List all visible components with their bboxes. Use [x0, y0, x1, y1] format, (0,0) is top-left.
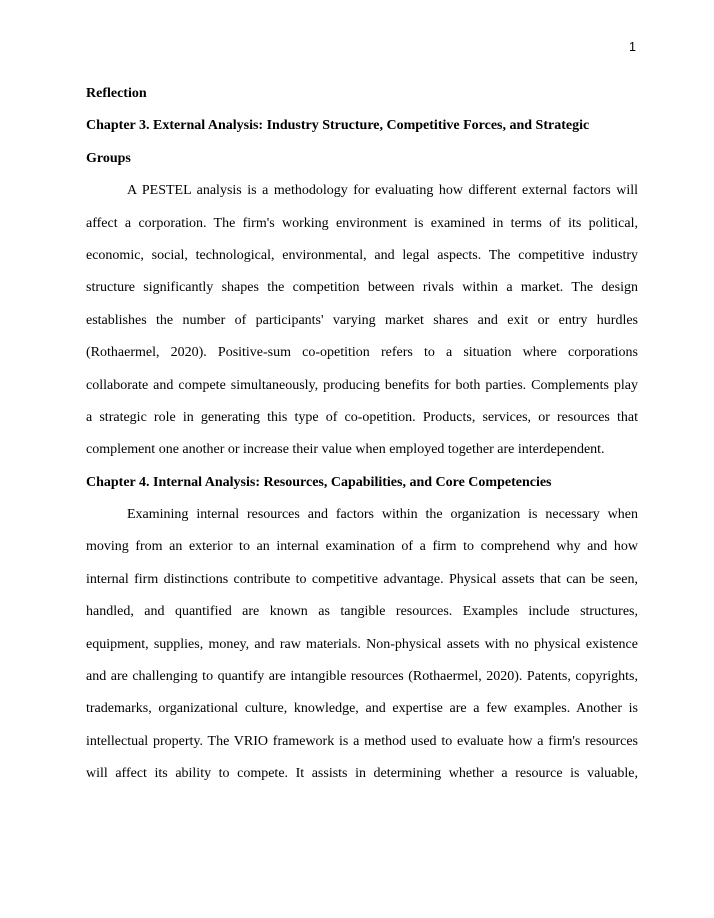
paragraph-line: a strategic role in generating this type of co-opetition. Products, services, or resources that [86, 409, 638, 425]
paragraph-line: handled, and quantified are known as tangible resources. Examples include structures, [86, 604, 638, 620]
paragraph-line: intellectual property. The VRIO framework is a method used to evaluate how a firm's resources [86, 733, 638, 749]
chapter4-paragraph [86, 499, 638, 791]
paragraph-line: economic, social, technological, environmental, and legal aspects. The competitive industry [86, 247, 638, 263]
paragraph-line: structure significantly shapes the competition between rivals within a market. The design [86, 280, 638, 296]
chapter3-heading-line-2: Groups [86, 150, 131, 166]
paragraph-line: and are challenging to quantify are intangible resources (Rothaermel, 2020). Patents, copyrights, [86, 669, 638, 685]
chapter4-heading: Chapter 4. Internal Analysis: Resources, Capabilities, and Core Competencies [86, 474, 552, 490]
paragraph-line: collaborate and compete simultaneously, producing benefits for both parties. Complements play [86, 377, 638, 393]
document-body [86, 78, 638, 791]
page-number: 1 [629, 40, 636, 54]
document-title: Reflection [86, 86, 147, 101]
paragraph-line: internal firm distinctions contribute to competitive advantage. Physical assets that can be seen, [86, 571, 638, 587]
paragraph-line: complement one another or increase their value when employed together are interdependent. [86, 442, 605, 458]
paragraph-line: will affect its ability to compete. It assists in determining whether a resource is valuable, [86, 766, 638, 782]
paragraph-line: A PESTEL analysis is a methodology for evaluating how different external factors will [127, 183, 638, 199]
paragraph-line: (Rothaermel, 2020). Positive-sum co-opetition refers to a situation where corporations [86, 345, 638, 361]
chapter3-heading-line-1: Chapter 3. External Analysis: Industry Structure, Competitive Forces, and Strategic [86, 118, 590, 134]
paragraph-line: trademarks, organizational culture, knowledge, and expertise are a few examples. Another is [86, 701, 638, 717]
paragraph-line: moving from an exterior to an internal examination of a firm to comprehend why and how [86, 539, 638, 555]
paragraph-line: equipment, supplies, money, and raw materials. Non-physical assets with no physical existence [86, 636, 638, 652]
paragraph-line: affect a corporation. The firm's working environment is examined in terms of its political, [86, 215, 638, 231]
paragraph-line: Examining internal resources and factors within the organization is necessary when [127, 507, 638, 523]
chapter3-paragraph [86, 175, 638, 467]
paragraph-line: establishes the number of participants' varying market shares and exit or entry hurdles [86, 312, 638, 328]
